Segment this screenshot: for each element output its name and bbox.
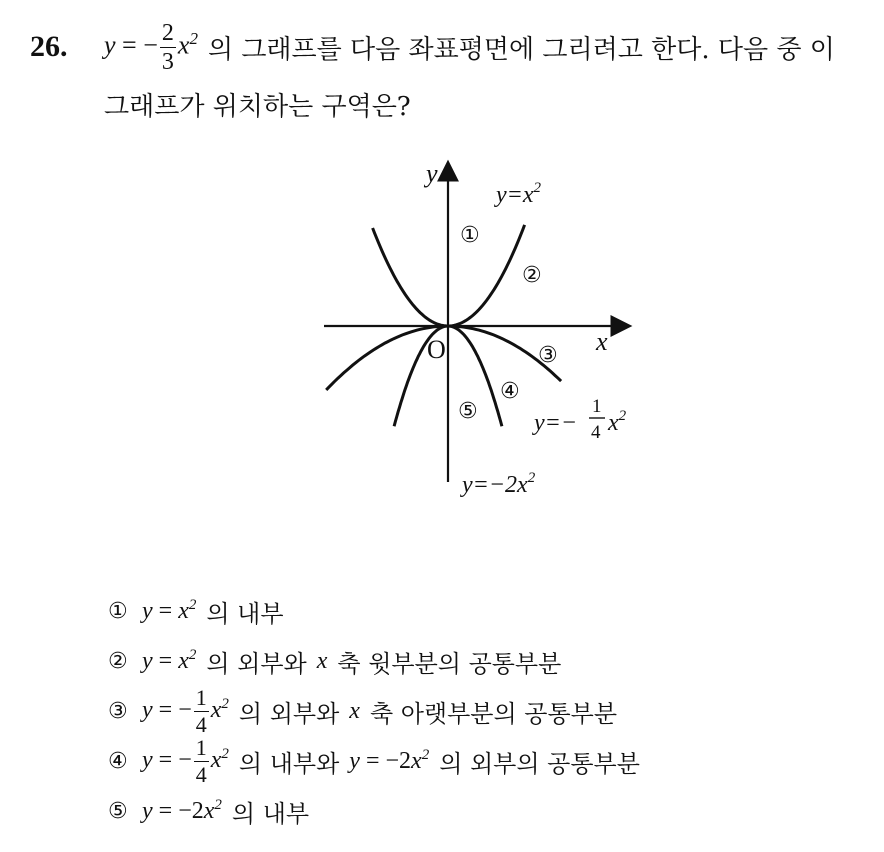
choice-5[interactable] [108,786,309,836]
question-formula [104,21,198,74]
choice-1-text: 의 내부 [206,599,284,628]
region-4-mark: ④ [500,379,520,404]
label-curve-c: $y=-2x^2$ [462,470,536,498]
question-line-2: 그래프가 위치하는 구역은? [104,92,411,122]
question-line-1 [104,19,835,75]
choice-4-text-a: 의 내부와 [238,749,340,778]
label-curve-b: y=− [534,410,578,436]
question-number: 26. [30,30,68,63]
choice-1-mark: ① [108,598,128,624]
fraction-numerator: 2 [161,19,174,46]
choice-2-formula: $y = x^2$ [142,646,197,674]
choice-4-text-b: 의 외부의 공통부분 [439,749,640,778]
label-curve-b-numerator: 1 [592,396,602,417]
choice-2-var: x [316,647,328,674]
choice-3-mark: ③ [108,698,128,724]
formula-fraction [160,21,176,74]
choice-2[interactable] [108,636,561,686]
choice-4[interactable] [108,736,640,786]
formula-lhs: y [104,29,116,59]
region-1-mark: ① [460,223,480,248]
choice-2-text-b: 축 윗부분의 공통부분 [337,649,562,678]
choice-1[interactable] [108,586,284,636]
x-axis-label: x [596,327,608,356]
choice-5-formula: $y = -2x^2$ [142,796,222,824]
region-3-mark: ③ [538,343,558,368]
y-axis-label: y [426,159,438,188]
choice-3-text-a: 의 외부와 [238,699,340,728]
choice-5-text: 의 내부 [231,799,310,828]
choice-1-formula: $y = x^2$ [142,596,197,624]
origin-label: O [427,335,446,364]
choice-3-text-b: 축 아랫부분의 공통부분 [369,699,618,728]
question-text-1: 의 그래프를 다음 좌표평면에 그리려고 한다. 다음 중 이 [207,34,835,65]
formula-sign: − [143,29,158,59]
formula-eq: = [122,29,137,59]
choice-4-formula-a: y = − $\frac{1}{4}$ $x^2$ [142,734,229,787]
region-5-mark: ⑤ [458,399,478,424]
label-curve-b-var: $x^2$ [608,408,627,436]
choice-2-text-a: 의 외부와 [206,649,307,678]
choice-4-formula-b: $y = -2x^2$ [349,746,430,774]
coordinate-graph [310,150,650,510]
formula-var: x [177,29,190,59]
formula-exponent: 2 [189,28,198,48]
region-2-mark: ② [522,263,542,288]
choice-5-mark: ⑤ [108,798,128,824]
label-curve-b-denominator: 4 [591,422,601,443]
choice-2-mark: ② [108,648,128,674]
fraction-denominator: 3 [161,48,174,75]
choice-3-formula: y = − $\frac{1}{4}$ $x^2$ [142,684,229,737]
choice-3[interactable] [108,686,617,736]
choice-3-var: x [349,697,360,724]
choice-4-mark: ④ [108,748,128,774]
label-curve-a: $y=x^2$ [496,180,541,208]
